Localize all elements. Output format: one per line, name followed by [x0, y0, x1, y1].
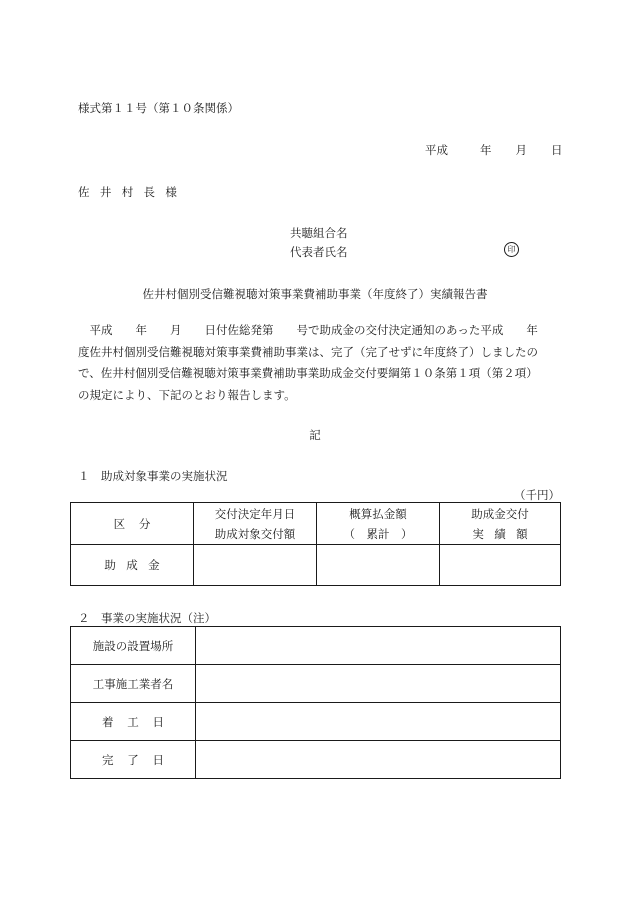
cell-contractor[interactable] [196, 665, 561, 703]
project-status-table [70, 626, 561, 779]
section2-heading: ２ 事業の実施状況（注） [78, 611, 216, 625]
body-line-1: 平成 年 月 日付佐総発第 号で助成金の交付決定通知のあった平成 年 [89, 323, 538, 337]
section1-heading: １ 助成対象事業の実施状況 [78, 469, 228, 483]
cell-location[interactable] [196, 627, 561, 665]
seal-icon: 印 [504, 242, 519, 257]
date-day-unit: 日 [551, 143, 563, 157]
document-title: 佐井村個別受信難視聴対策事業費補助事業（年度終了）実績報告書 [142, 287, 488, 301]
cell-start-date[interactable] [196, 703, 561, 741]
header-category: 区分 [71, 503, 194, 545]
association-name-label: 共聴組合名 [290, 226, 348, 240]
row-label-grant: 助成金 [71, 545, 194, 586]
implementation-status-table [70, 502, 561, 586]
cell-col1[interactable] [194, 545, 317, 586]
body-paragraph [78, 320, 561, 406]
row-label-location: 施設の設置場所 [71, 627, 196, 665]
cell-col3[interactable] [440, 545, 561, 586]
form-number: 様式第１１号（第１０条関係） [78, 101, 239, 115]
addressee: 佐井村長様 [78, 185, 188, 199]
date-month-unit: 月 [515, 143, 527, 157]
header-col3: 助成金交付 実績額 [440, 503, 561, 545]
body-line-4: の規定により、下記のとおり報告します。 [78, 387, 296, 402]
row-label-completion-date: 完了日 [71, 741, 196, 779]
representative-name-label: 代表者氏名 [290, 245, 348, 259]
row-label-contractor: 工事施工業者名 [71, 665, 196, 703]
date-era: 平成 [425, 143, 448, 157]
body-line-2: 度佐井村個別受信難視聴対策事業費補助事業は、完了（完了せずに年度終了）しましたの [78, 344, 538, 359]
date-line [425, 142, 563, 158]
ki-heading: 記 [309, 428, 321, 442]
unit-label: （千円） [514, 488, 560, 502]
header-col2: 概算払金額 （ 累計 ） [317, 503, 440, 545]
date-year-unit: 年 [480, 143, 492, 157]
cell-col2[interactable] [317, 545, 440, 586]
header-col1: 交付決定年月日 助成対象交付額 [194, 503, 317, 545]
body-line-3: で、佐井村個別受信難視聴対策事業費補助事業助成金交付要綱第１０条第１項（第２項） [78, 366, 538, 380]
cell-completion-date[interactable] [196, 741, 561, 779]
row-label-start-date: 着工日 [71, 703, 196, 741]
